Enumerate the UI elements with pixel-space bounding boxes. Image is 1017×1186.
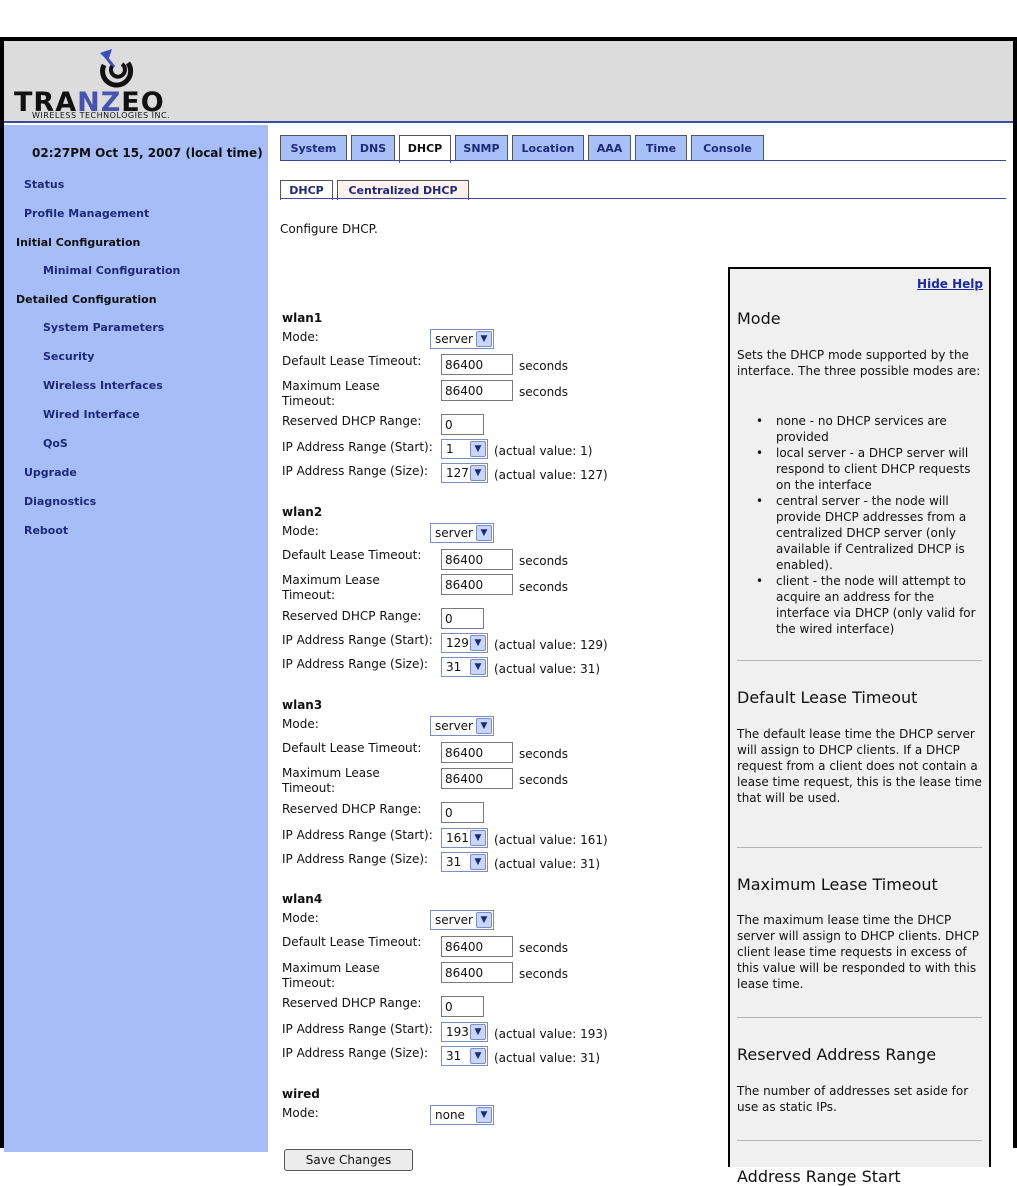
chevron-down-icon: ▼ <box>470 465 486 481</box>
seconds-unit: seconds <box>519 554 569 568</box>
interface-name: wlan2 <box>282 505 323 519</box>
help-default-text: The default lease time the DHCP server will assign to DHCP clients. If a DHCP request from a client does not contain a lease time request, this is the lease time that will be used. <box>737 727 982 805</box>
range-size-label: IP Address Range (Size): <box>282 464 429 478</box>
help-divider <box>737 660 982 661</box>
tab-system[interactable]: System <box>280 135 347 161</box>
chevron-down-icon: ▼ <box>476 912 492 928</box>
max-lease-input[interactable]: 86400 <box>441 380 513 401</box>
list-item: • central server - the node will provide DHCP addresses from a centralized DHCP server (only available if Centralized DHCP is enabled). <box>756 493 982 573</box>
default-lease-label: Default Lease Timeout: <box>282 741 422 755</box>
mode-label: Mode: <box>282 524 319 538</box>
save-changes-button[interactable]: Save Changes <box>284 1149 413 1171</box>
range-start-select[interactable]: 129 ▼ <box>441 633 488 653</box>
help-mode-title: Mode <box>737 309 781 328</box>
help-mode-text: Sets the DHCP mode supported by the interface. The three possible modes are: <box>737 348 981 378</box>
help-panel <box>728 267 991 1186</box>
sidebar-item-minimal-configuration[interactable]: Minimal Configuration <box>43 264 181 277</box>
default-lease-input[interactable]: 86400 <box>441 354 513 375</box>
range-start-actual: (actual value: 193) <box>494 1027 608 1041</box>
sidebar-item-wireless-interfaces[interactable]: Wireless Interfaces <box>43 379 163 392</box>
range-start-actual: (actual value: 1) <box>494 444 593 458</box>
default-lease-label: Default Lease Timeout: <box>282 935 422 949</box>
subtab-bar-rule <box>280 198 1006 199</box>
sidebar-item-wired-interface[interactable]: Wired Interface <box>43 408 140 421</box>
list-item: • client - the node will attempt to acquire an address for the interface via DHCP (only valid for the wired interface) <box>756 573 982 637</box>
chevron-down-icon: ▼ <box>470 1048 486 1064</box>
tranzeo-logo <box>10 45 230 119</box>
max-lease-label: Maximum Lease <box>282 766 380 780</box>
reserved-range-label: Reserved DHCP Range: <box>282 414 422 428</box>
mode-label: Mode: <box>282 330 319 344</box>
help-max-text: The maximum lease time the DHCP server will assign to DHCP clients. DHCP client lease time requests in excess of this value will be responded to with this lease time. <box>737 913 979 991</box>
tab-bar-rule <box>280 160 1006 161</box>
range-size-actual: (actual value: 31) <box>494 662 601 676</box>
max-lease-label-cont: Timeout: <box>282 781 336 795</box>
logo-subtitle: WIRELESS TECHNOLOGIES INC. <box>32 111 171 120</box>
sidebar-heading-detailed-configuration: Detailed Configuration <box>16 293 157 306</box>
seconds-unit: seconds <box>519 773 569 787</box>
sidebar-item-qos[interactable]: QoS <box>43 437 68 450</box>
help-divider <box>737 847 982 848</box>
mode-label: Mode: <box>282 1106 319 1120</box>
tab-aaa[interactable]: AAA <box>588 135 631 161</box>
help-divider <box>737 1140 982 1141</box>
range-size-label: IP Address Range (Size): <box>282 657 429 671</box>
interface-name: wlan3 <box>282 698 323 712</box>
mode-select[interactable]: none ▼ <box>430 1105 494 1125</box>
default-lease-input[interactable]: 86400 <box>441 936 513 957</box>
sidebar-item-system-parameters[interactable]: System Parameters <box>43 321 165 334</box>
subtab-dhcp[interactable]: DHCP <box>280 180 333 200</box>
sidebar-item-status[interactable]: Status <box>24 178 65 191</box>
app-frame <box>0 37 1017 1186</box>
help-reserved-text: The number of addresses set aside for use as static IPs. <box>737 1084 969 1114</box>
seconds-unit: seconds <box>519 580 569 594</box>
mode-label: Mode: <box>282 717 319 731</box>
tab-dns[interactable]: DNS <box>351 135 395 161</box>
sidebar-item-profile-management[interactable]: Profile Management <box>24 207 150 220</box>
list-item: • local server - a DHCP server will respond to client DHCP requests on the interface <box>756 445 982 493</box>
chevron-down-icon: ▼ <box>476 525 492 541</box>
interface-name: wlan1 <box>282 311 323 325</box>
chevron-down-icon: ▼ <box>476 1107 492 1123</box>
tab-console[interactable]: Console <box>691 135 764 161</box>
range-size-select[interactable]: 31 ▼ <box>441 852 488 872</box>
max-lease-input[interactable]: 86400 <box>441 768 513 789</box>
seconds-unit: seconds <box>519 941 569 955</box>
reserved-range-label: Reserved DHCP Range: <box>282 802 422 816</box>
sidebar-item-reboot[interactable]: Reboot <box>24 524 69 537</box>
chevron-down-icon: ▼ <box>470 659 486 675</box>
chevron-down-icon: ▼ <box>470 441 486 457</box>
range-size-actual: (actual value: 127) <box>494 468 608 482</box>
reserved-range-label: Reserved DHCP Range: <box>282 609 422 623</box>
seconds-unit: seconds <box>519 385 569 399</box>
range-start-label: IP Address Range (Start): <box>282 440 433 454</box>
range-start-select[interactable]: 193 ▼ <box>441 1022 488 1042</box>
range-size-label: IP Address Range (Size): <box>282 1046 429 1060</box>
reserved-range-input[interactable]: 0 <box>441 802 484 823</box>
max-lease-label-cont: Timeout: <box>282 394 336 408</box>
chevron-down-icon: ▼ <box>470 1024 486 1040</box>
mode-label: Mode: <box>282 911 319 925</box>
range-size-select[interactable]: 31 ▼ <box>441 1046 488 1066</box>
seconds-unit: seconds <box>519 967 569 981</box>
max-lease-label: Maximum Lease <box>282 573 380 587</box>
max-lease-input[interactable]: 86400 <box>441 574 513 595</box>
range-size-select[interactable]: 127 ▼ <box>441 463 488 483</box>
tab-time[interactable]: Time <box>635 135 687 161</box>
logo-antenna-icon <box>90 47 150 89</box>
reserved-range-label: Reserved DHCP Range: <box>282 996 422 1010</box>
range-size-actual: (actual value: 31) <box>494 1051 601 1065</box>
chevron-down-icon: ▼ <box>470 854 486 870</box>
range-start-select[interactable]: 1 ▼ <box>441 439 488 459</box>
tab-snmp[interactable]: SNMP <box>455 135 508 161</box>
default-lease-input[interactable]: 86400 <box>441 742 513 763</box>
help-mode-list <box>756 413 982 637</box>
mode-select[interactable]: server ▼ <box>430 716 494 736</box>
sidebar-item-diagnostics[interactable]: Diagnostics <box>24 495 97 508</box>
page-top-rule <box>0 0 1017 40</box>
default-lease-label: Default Lease Timeout: <box>282 548 422 562</box>
max-lease-label: Maximum Lease <box>282 379 380 393</box>
sidebar-heading-initial-configuration: Initial Configuration <box>16 236 141 249</box>
chevron-down-icon: ▼ <box>476 718 492 734</box>
range-size-actual: (actual value: 31) <box>494 857 601 871</box>
sidebar-item-security[interactable]: Security <box>43 350 95 363</box>
reserved-range-input[interactable]: 0 <box>441 608 484 629</box>
interface-name: wlan4 <box>282 892 323 906</box>
help-reserved-title: Reserved Address Range <box>737 1045 937 1064</box>
max-lease-label-cont: Timeout: <box>282 588 336 602</box>
range-size-select[interactable]: 31 ▼ <box>441 657 488 677</box>
max-lease-label: Maximum Lease <box>282 961 380 975</box>
default-lease-input[interactable]: 86400 <box>441 549 513 570</box>
sidebar <box>4 125 268 1152</box>
sidebar-item-upgrade[interactable]: Upgrade <box>24 466 77 479</box>
chevron-down-icon: ▼ <box>470 830 486 846</box>
chevron-down-icon: ▼ <box>476 331 492 347</box>
range-start-label: IP Address Range (Start): <box>282 633 433 647</box>
tab-dhcp[interactable]: DHCP <box>399 135 451 163</box>
range-start-actual: (actual value: 161) <box>494 833 608 847</box>
default-lease-label: Default Lease Timeout: <box>282 354 422 368</box>
logo-wordmark: TRANZEO <box>14 87 165 118</box>
mode-select[interactable]: server ▼ <box>430 329 494 349</box>
chevron-down-icon: ▼ <box>470 635 486 651</box>
seconds-unit: seconds <box>519 359 569 373</box>
main-content <box>268 125 1013 1186</box>
mode-select[interactable]: server ▼ <box>430 523 494 543</box>
range-size-label: IP Address Range (Size): <box>282 852 429 866</box>
header <box>4 41 1013 123</box>
range-start-actual: (actual value: 129) <box>494 638 608 652</box>
help-start-title: Address Range Start <box>737 1167 901 1186</box>
mode-select[interactable]: server ▼ <box>430 910 494 930</box>
seconds-unit: seconds <box>519 747 569 761</box>
reserved-range-input[interactable]: 0 <box>441 996 484 1017</box>
intro-text: Configure DHCP. <box>280 222 378 236</box>
help-default-title: Default Lease Timeout <box>737 688 918 707</box>
max-lease-label-cont: Timeout: <box>282 976 336 990</box>
subtab-centralized-dhcp[interactable]: Centralized DHCP <box>337 180 469 200</box>
range-start-label: IP Address Range (Start): <box>282 1022 433 1036</box>
help-divider <box>737 1017 982 1018</box>
max-lease-input[interactable]: 86400 <box>441 962 513 983</box>
list-item: • none - no DHCP services are provided <box>756 413 982 445</box>
help-max-title: Maximum Lease Timeout <box>737 875 938 894</box>
local-time: 02:27PM Oct 15, 2007 (local time) <box>32 146 263 160</box>
range-start-label: IP Address Range (Start): <box>282 828 433 842</box>
tab-location[interactable]: Location <box>512 135 584 161</box>
range-start-select[interactable]: 161 ▼ <box>441 828 488 848</box>
hide-help-link[interactable]: Hide Help <box>917 277 983 291</box>
reserved-range-input[interactable]: 0 <box>441 414 484 435</box>
interface-name: wired <box>282 1087 320 1101</box>
